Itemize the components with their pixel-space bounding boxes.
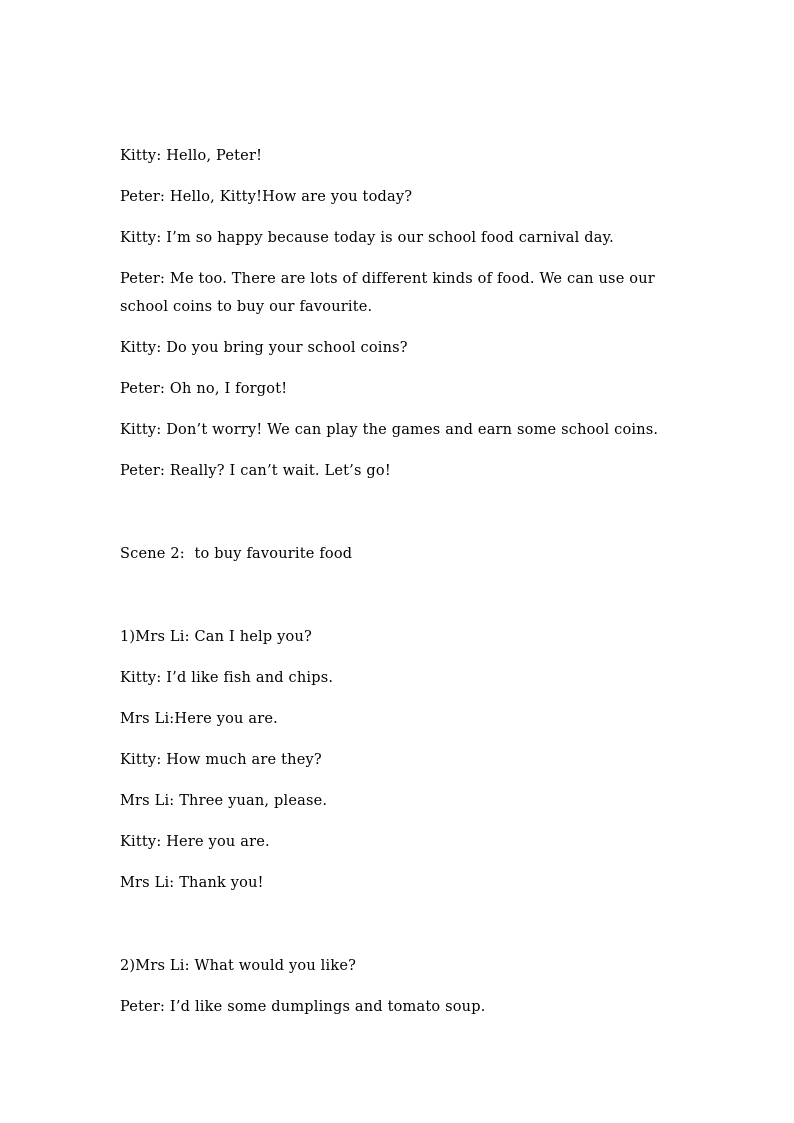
dialogue-line: Mrs Li: Three yuan, please. — [120, 793, 328, 809]
dialogue-line: Peter: Me too. There are lots of different kinds of food. We can use our school coins to buy our favourite. — [120, 271, 660, 315]
document-body — [120, 142, 680, 1021]
dialogue-line: Kitty: Here you are. — [120, 834, 270, 850]
dialogue-line: Kitty: How much are they? — [120, 752, 322, 768]
dialogue-line: Kitty: Hello, Peter! — [120, 148, 263, 164]
dialogue-line: Peter: Oh no, I forgot! — [120, 381, 288, 397]
dialogue-line: Kitty: I’d like fish and chips. — [120, 670, 334, 686]
dialogue-line: Peter: Really? I can’t wait. Let’s go! — [120, 463, 391, 479]
dialogue-line: 2)Mrs Li: What would you like? — [120, 958, 357, 974]
dialogue-line: Kitty: Don’t worry! We can play the games and earn some school coins. — [120, 422, 659, 438]
scene-heading: Scene 2: to buy favourite food — [120, 546, 353, 562]
dialogue-line: Peter: Hello, Kitty!How are you today? — [120, 189, 413, 205]
dialogue-line: 1)Mrs Li: Can I help you? — [120, 629, 312, 645]
dialogue-line: Peter: I’d like some dumplings and tomato soup. — [120, 999, 486, 1015]
dialogue-line: Mrs Li: Thank you! — [120, 875, 264, 891]
dialogue-line: Kitty: I’m so happy because today is our school food carnival day. — [120, 230, 614, 246]
dialogue-line: Mrs Li:Here you are. — [120, 711, 278, 727]
dialogue-line: Kitty: Do you bring your school coins? — [120, 340, 408, 356]
